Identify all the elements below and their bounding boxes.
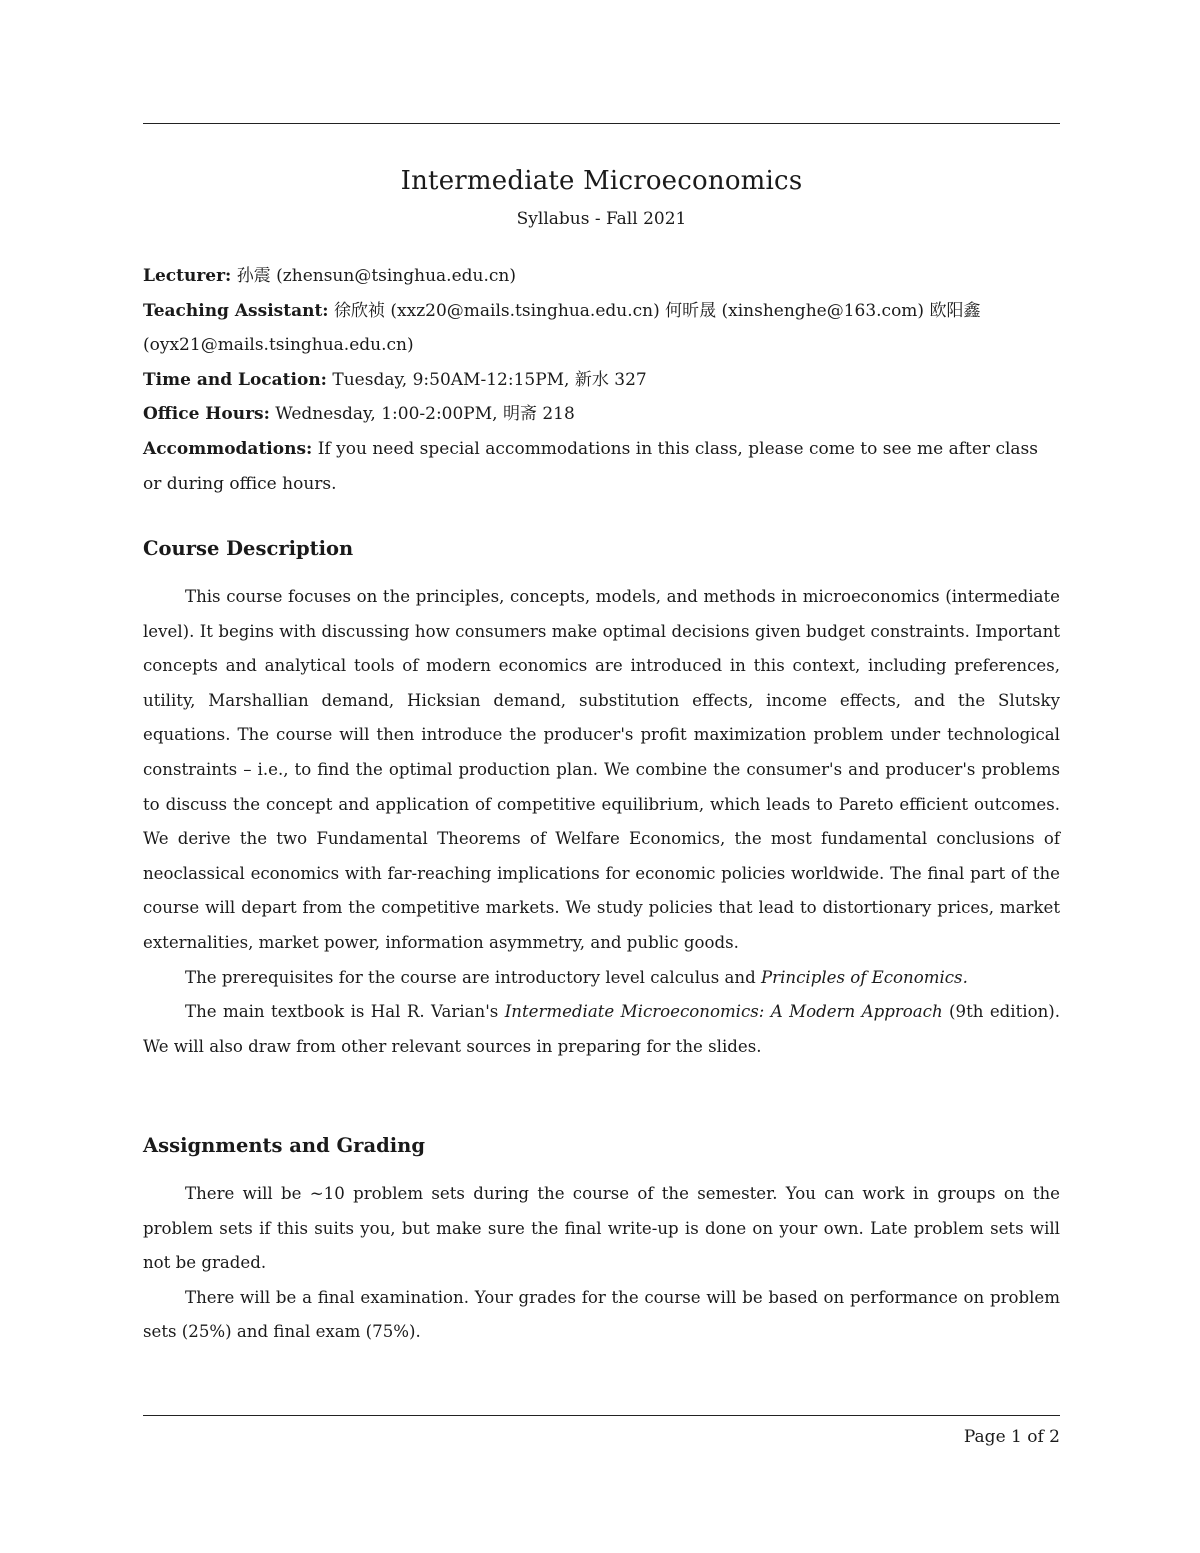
ta-value: 徐欣祯 (xxz20@mails.tsinghua.edu.cn) 何昕晟 (xinshenghe@163.com) 欧阳鑫 (oyx21@mails.tsinghua.edu.cn) [143, 300, 981, 356]
ta-line [143, 294, 1060, 363]
page-number: Page 1 of 2 [963, 1427, 1060, 1447]
assignments-grading-heading: Assignments and Grading [143, 1134, 425, 1157]
top-rule [143, 123, 1060, 124]
lecturer-value: 孙震 (zhensun@tsinghua.edu.cn) [231, 266, 516, 286]
textbook-text-post: (9th edition). We will also draw from other relevant sources in preparing for the slides. [143, 1002, 1061, 1056]
prerequisites-course: Principles of Economics. [761, 967, 968, 987]
document-subtitle: Syllabus - Fall 2021 [516, 209, 687, 229]
accommodations-line [143, 432, 1060, 501]
bottom-rule [143, 1415, 1060, 1416]
course-description-heading: Course Description [143, 537, 354, 560]
course-description-body [143, 580, 1060, 1064]
prerequisites-paragraph [143, 961, 1060, 996]
accommodations-value: If you need special accommodations in this class, please come to see me after class or during office hours. [143, 438, 1038, 494]
prerequisites-text: The prerequisites for the course are introductory level calculus and [185, 967, 761, 987]
problem-sets-paragraph: There will be ~10 problem sets during the course of the semester. You can work in groups on the problem sets if this suits you, but make sure the final write-up is done on your own. Late problem sets will not be graded. [143, 1184, 1060, 1273]
office-hours-label: Office Hours: [143, 404, 270, 425]
office-hours-line [143, 397, 1060, 432]
textbook-title: Intermediate Microeconomics: A Modern Approach [504, 1002, 943, 1022]
time-location-line [143, 363, 1060, 398]
description-paragraph: This course focuses on the principles, concepts, models, and methods in microeconomics (intermediate level). It begins with discussing how consumers make optimal decisions given budget constraints. Important concepts and analytical tools of modern economics are introduced in this context, including preferences, utility, Marshallian demand, Hicksian demand, substitution effects, income effects, and the Slutsky equations. The course will then introduce the producer's profit maximization problem under technological constraints – i.e., to find the optimal production plan. We combine the consumer's and producer's problems to discuss the concept and application of competitive equilibrium, which leads to Pareto efficient outcomes. We derive the two Fundamental Theorems of Welfare Economics, the most fundamental conclusions of neoclassical economics with far-reaching implications for economic policies worldwide. The final part of the course will depart from the competitive markets. We study policies that lead to distortionary prices, market externalities, market power, information asymmetry, and public goods. [143, 587, 1060, 952]
time-location-value: Tuesday, 9:50AM-12:15PM, 新水 327 [326, 369, 647, 390]
textbook-text-pre: The main textbook is Hal R. Varian's [185, 1002, 505, 1022]
final-exam-paragraph: There will be a final examination. Your grades for the course will be based on performance on problem sets (25%) and final exam (75%). [143, 1287, 1060, 1342]
ta-label: Teaching Assistant: [143, 300, 329, 321]
course-info [143, 259, 1060, 501]
time-location-label: Time and Location: [143, 369, 327, 390]
office-hours-value: Wednesday, 1:00-2:00PM, 明斋 218 [269, 404, 575, 425]
textbook-paragraph [143, 995, 1060, 1064]
accommodations-label: Accommodations: [143, 438, 313, 459]
document-title: Intermediate Microeconomics [400, 166, 803, 196]
lecturer-line [143, 259, 1060, 294]
assignments-grading-body [143, 1177, 1060, 1350]
lecturer-label: Lecturer: [143, 266, 232, 286]
